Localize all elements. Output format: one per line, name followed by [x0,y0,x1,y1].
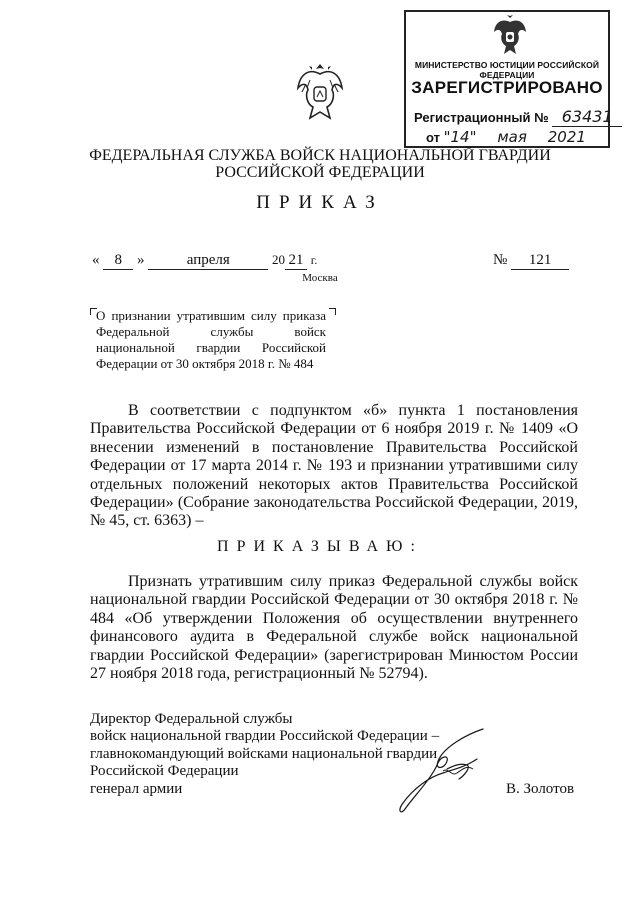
stamp-date-year: 2021 [547,128,586,146]
date-quote-open: « [92,252,100,268]
signatory-title-line3: главнокомандующий войсками национальной гвардии [90,745,438,762]
stamp-regnum-label: Регистрационный № [414,110,549,125]
stamp-date-day: "14" [443,128,477,146]
date-year-unit: г. [310,253,318,267]
order-directive-word: ПРИКАЗЫВАЮ: [217,538,423,555]
order-number-label: № [493,252,508,268]
subject-corner-left [90,308,97,315]
stamp-date-month: мая [480,128,544,147]
order-clause [90,573,578,683]
date-year-prefix: 20 [272,252,285,267]
order-number [493,252,569,270]
signatory-title-line4: Российской Федерации [90,763,239,780]
order-preamble [90,402,578,531]
date-year-suffix: 21 [285,252,307,270]
stamp-regnum-value: 63431 [552,107,622,127]
stamp-date-prefix: от [426,130,440,145]
order-city: Москва [302,272,338,284]
date-month: апреля [148,252,268,270]
document-type-title: ПРИКАЗ [256,192,384,213]
date-quote-close: » [137,252,145,268]
subject-corner-right [329,308,336,315]
stamp-ministry-text: МИНИСТЕРСТВО ЮСТИЦИИ РОССИЙСКОЙ ФЕДЕРАЦИИ [414,60,600,80]
stamp-registration-date [426,128,586,147]
stamp-registration-number [414,107,622,127]
agency-name-line1: ФЕДЕРАЛЬНАЯ СЛУЖБА ВОЙСК НАЦИОНАЛЬНОЙ ГВАРДИИ [89,147,551,164]
agency-name-line2: РОССИЙСКОЙ ФЕДЕРАЦИИ [215,164,425,181]
signatory-name: В. Золотов [506,781,575,797]
stamp-eagle-emblem-icon [492,14,528,58]
order-subject-text: О признании утратившим силу приказа Федеральной службы войск национальной гвардии Российской Федерации от 30 октября 2018 г. № 484 [96,308,326,371]
order-number-value: 121 [511,252,569,270]
order-date [92,252,317,270]
handwritten-signature [385,725,505,817]
signatory-title-line1: Директор Федеральной службы [90,711,293,727]
russian-coat-of-arms-icon [296,62,344,124]
order-clause-text: Признать утратившим силу приказ Федеральной службы войск национальной гвардии Российской Федерации от 30 октября 2018 г. № 484 «Об утверждении Положения об осуществлении внутреннего финансового аудита в Федеральной службе войск национальной гвардии Российской Федерации» (зарегистрирован Минюстом России 27 ноября 2018 года, регистрационный № 52794). [90,573,578,683]
signatory-title-line5: генерал армии [90,780,183,797]
stamp-registered-text: ЗАРЕГИСТРИРОВАНО [411,78,603,97]
date-day: 8 [103,252,133,270]
order-preamble-text: В соответствии с подпунктом «б» пункта 1 постановления Правительства Российской Федерации от 6 ноября 2019 г. № 1409 «О внесении изменений в постановление Правительства Российской Федерации от 17 марта 2014 г. № 193 и признании утратившими силу отдельных положений некоторых актов Правительства Российской Федерации» (Собрание законодательства Российской Федерации, 2019, № 45, ст. 6363) – [90,402,578,530]
signatory-title-line2: войск национальной гвардии Российской Федерации – [90,728,440,745]
order-subject [96,308,326,372]
registration-stamp [404,10,613,148]
